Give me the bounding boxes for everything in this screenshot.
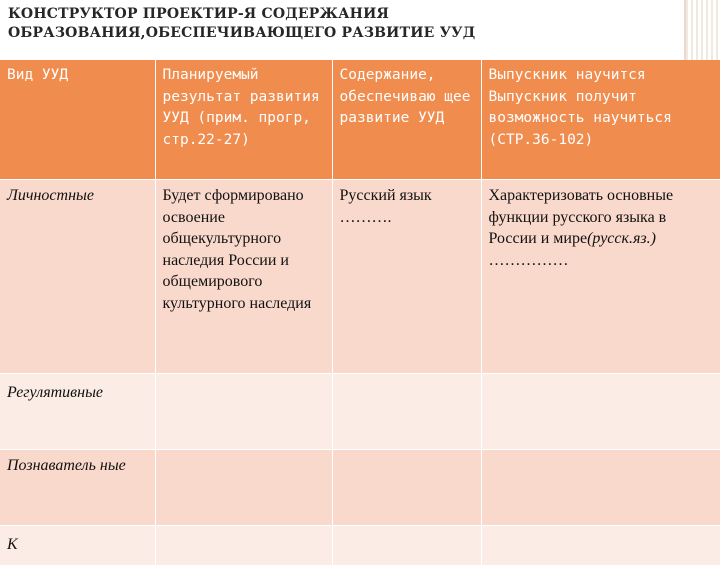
row-result (155, 450, 332, 526)
row-graduate (481, 374, 720, 450)
row-type: Познаватель ные (0, 450, 155, 526)
row-type: К (0, 526, 155, 566)
uud-table (0, 60, 720, 566)
table-row (0, 526, 720, 566)
row-content (332, 450, 481, 526)
header-result: Планируемый результат развития УУД (прим. прогр, стр.22-27) (155, 60, 332, 180)
graduate-dots: …………… (488, 251, 569, 269)
row-result (155, 374, 332, 450)
graduate-note: (русск.яз.) (587, 230, 656, 247)
row-result (155, 526, 332, 566)
row-content (332, 526, 481, 566)
graduate-main: Характеризовать основные функции русского языка в России и мире (488, 187, 674, 247)
row-graduate (481, 450, 720, 526)
row-content (332, 374, 481, 450)
table-header-row (0, 60, 720, 180)
table-row (0, 450, 720, 526)
row-content: Русский язык ………. (332, 180, 481, 374)
row-result: Будет сформировано освоение общекультурного наследия России и общемирового культурного наследия (155, 180, 332, 374)
decorative-stripes (684, 0, 720, 62)
header-graduate: Выпускник научится Выпускник получит возможность научиться (СТР.36-102) (481, 60, 720, 180)
header-type: Вид УУД (0, 60, 155, 180)
slide-title: КОНСТРУКТОР ПРОЕКТИР-Я СОДЕРЖАНИЯ ОБРАЗОВАНИЯ,ОБЕСПЕЧИВАЮЩЕГО РАЗВИТИЕ УУД (8, 6, 476, 41)
header-content: Содержание, обеспечиваю щее развитие УУД (332, 60, 481, 180)
row-graduate (481, 180, 720, 374)
table-row (0, 180, 720, 374)
row-type: Регулятивные (0, 374, 155, 450)
table-row (0, 374, 720, 450)
row-graduate (481, 526, 720, 566)
row-type: Личностные (0, 180, 155, 374)
